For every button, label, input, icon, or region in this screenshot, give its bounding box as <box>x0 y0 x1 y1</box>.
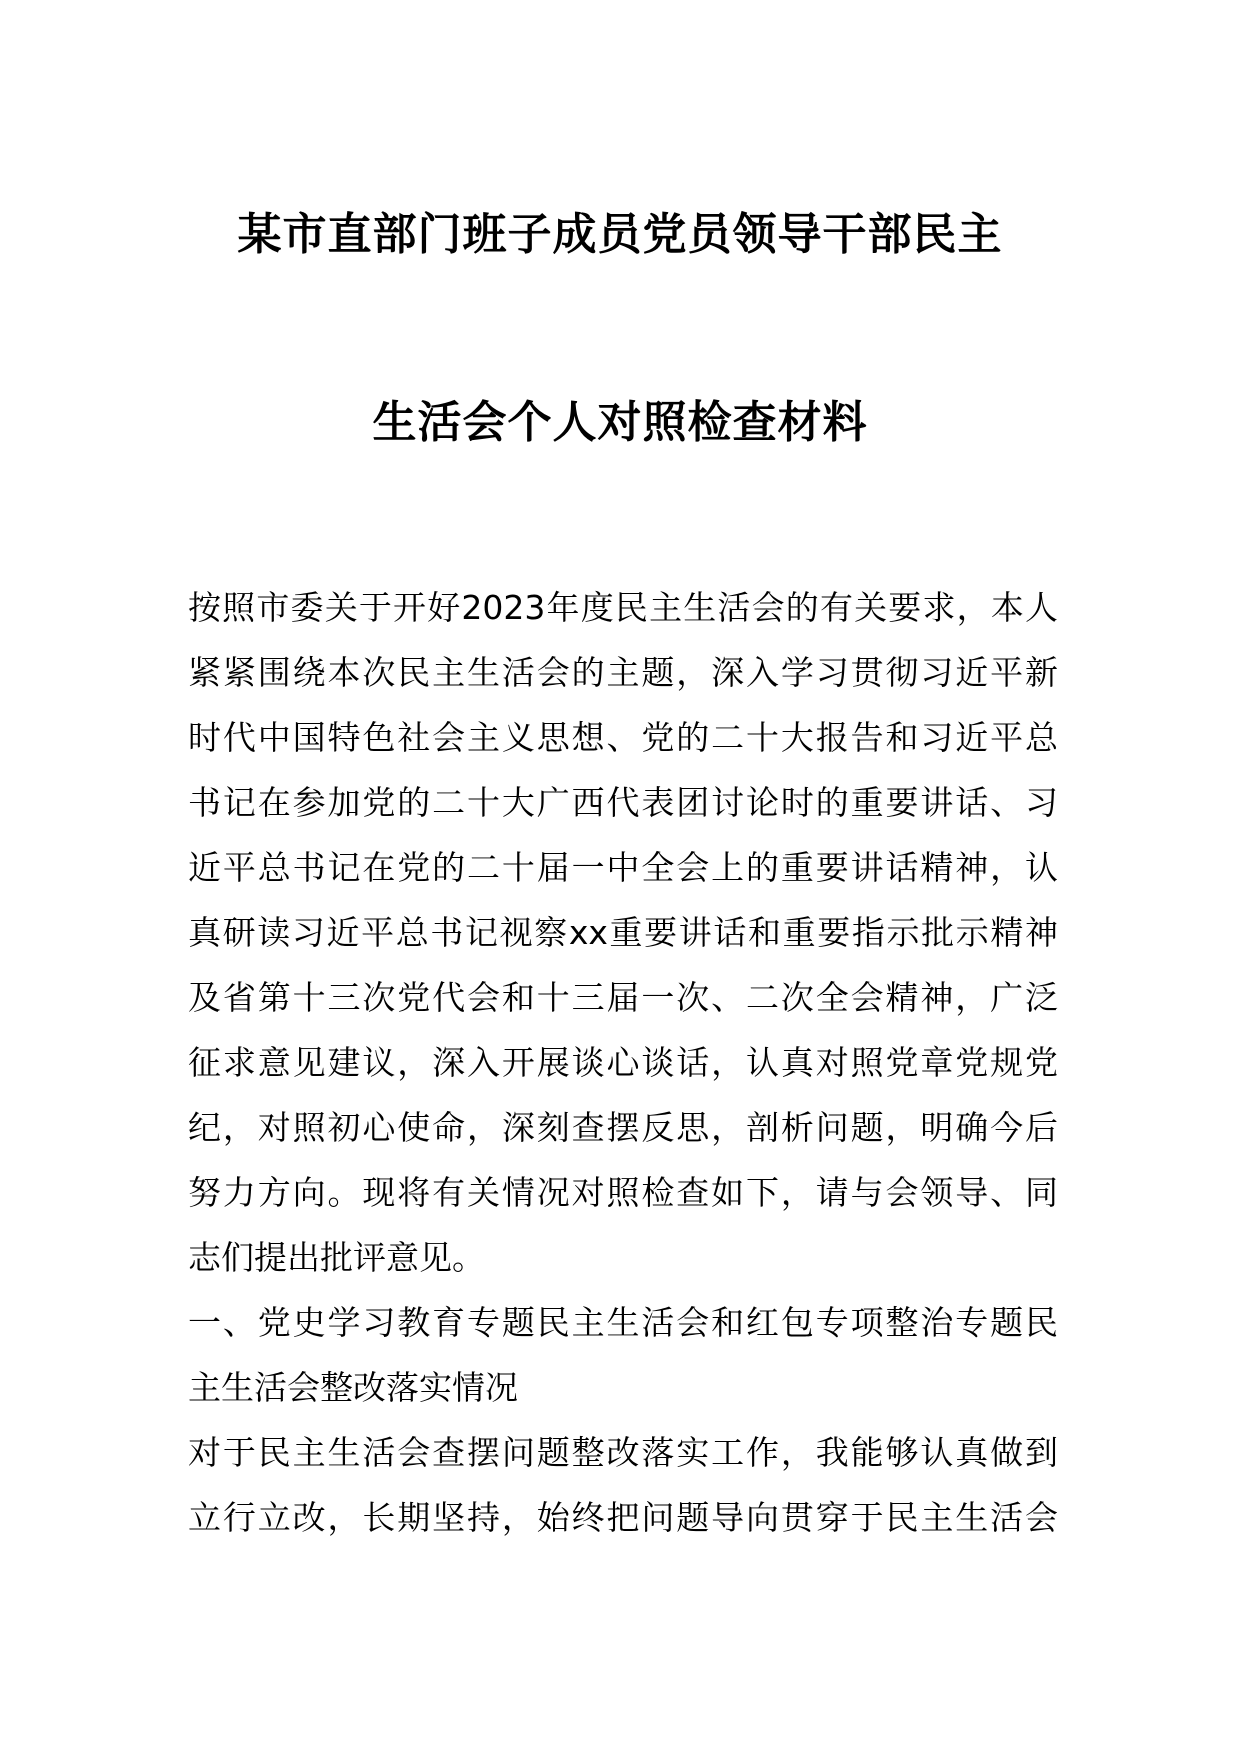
text-line: 时代中国特色社会主义思想、党的二十大报告和习近平总 <box>188 718 1058 757</box>
text-line: 近平总书记在党的二十届一中全会上的重要讲话精神，认 <box>188 848 1058 887</box>
document-body <box>188 575 1058 1550</box>
text-line: 征求意见建议，深入开展谈心谈话，认真对照党章党规党 <box>188 1043 1058 1082</box>
text-line: 书记在参加党的二十大广西代表团讨论时的重要讲话、习 <box>188 783 1058 822</box>
text-line: 立行立改，长期坚持，始终把问题导向贯穿于民主生活会 <box>188 1498 1058 1537</box>
heading-line: 一、党史学习教育专题民主生活会和红包专项整治专题民 <box>188 1303 1058 1342</box>
text-line: 纪，对照初心使命，深刻查摆反思，剖析问题，明确今后 <box>188 1108 1058 1147</box>
intro-paragraph <box>188 575 1058 1290</box>
document-title-line-2: 生活会个人对照检查材料 <box>372 397 868 448</box>
document-title-line-1: 某市直部门班子成员党员领导干部民主 <box>237 209 1003 260</box>
heading-line: 主生活会整改落实情况 <box>188 1368 518 1407</box>
text-line: 及省第十三次党代会和十三届一次、二次全会精神，广泛 <box>188 978 1058 1017</box>
section-heading-1 <box>188 1290 1058 1420</box>
text-line: 努力方向。现将有关情况对照检查如下，请与会领导、同 <box>188 1173 1058 1212</box>
text-line: 志们提出批评意见。 <box>188 1238 485 1277</box>
section-1-paragraph <box>188 1420 1058 1550</box>
text-line: 真研读习近平总书记视察xx重要讲话和重要指示批示精神 <box>188 913 1058 952</box>
text-line: 按照市委关于开好2023年度民主生活会的有关要求，本人 <box>188 588 1058 627</box>
text-line: 紧紧围绕本次民主生活会的主题，深入学习贯彻习近平新 <box>188 653 1058 692</box>
text-line: 对于民主生活会查摆问题整改落实工作，我能够认真做到 <box>188 1433 1058 1472</box>
